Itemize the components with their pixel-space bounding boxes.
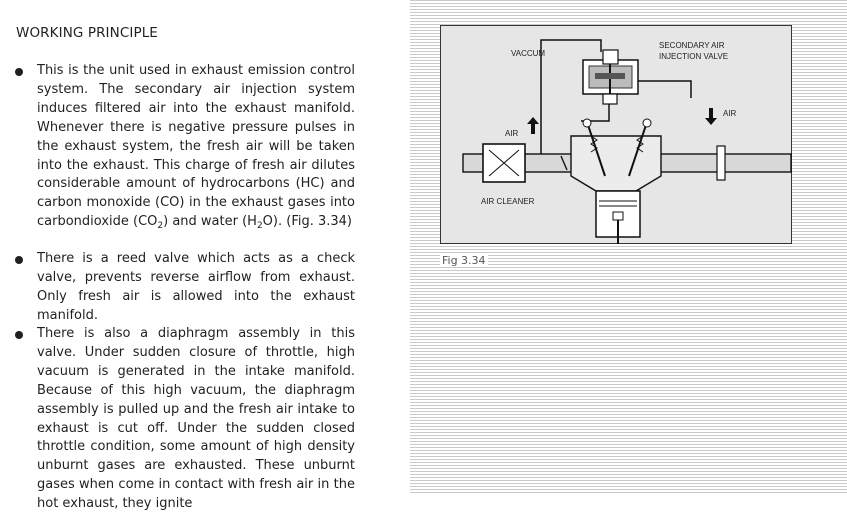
piston [596, 191, 640, 244]
label-valve-line2: INJECTION VALVE [659, 52, 729, 61]
figure-secondary-air-injection [440, 25, 792, 244]
bullet-text: There is a reed valve which acts as a check valve, prevents reverse airflow from exhaust. Only fresh air is allowed into the exhaust manifold. [37, 251, 355, 323]
air-down-arrow-icon [705, 108, 717, 125]
figure-caption: Fig 3.34 [442, 254, 486, 267]
label-air-cleaner: AIR CLEANER [481, 197, 535, 206]
air-supply-line [581, 104, 609, 121]
section-title: WORKING PRINCIPLE [16, 25, 158, 41]
secondary-air-valve [583, 50, 638, 104]
cylinder-head [571, 119, 661, 191]
text-column [0, 0, 410, 512]
engine-diagram [441, 26, 793, 245]
label-valve-line1: SECONDARY AIR [659, 41, 725, 50]
bullet-text: There is also a diaphragm assembly in this valve. Under sudden closure of throttle, high vacuum is generated in the intake manifold. Because of this high vacuum, the diaphragm assembly is pulled up and the fresh air intake to exhaust is cut off. Under the sudden closed throttle condition, some amount of high density unburnt gases are exhausted. These unburnt gases when come in contact with fresh air in the hot exhaust, they ignite [37, 326, 355, 512]
bullet-dot-icon [15, 68, 23, 76]
fresh-air-line [638, 81, 691, 98]
air-up-arrow-icon [527, 117, 539, 134]
label-air-left: AIR [505, 129, 519, 138]
bullet-dot-icon [15, 331, 23, 339]
label-air-right: AIR [723, 109, 737, 118]
bullet-dot-icon [15, 256, 23, 264]
bullet-text: This is the unit used in exhaust emission control system. The secondary air injection system induces filtered air into the exhaust manifold. Whenever there is negative pressure pulses in the exhaust system, the fresh air will be taken into the exhaust. This charge of fresh air dilutes considerable amount of hydrocarbons (HC) and carbon monoxide (CO) in the exhaust gases into carbondioxide $(CO_2)$ and water $(H_2O)$. (Fig. 3.34) [37, 63, 355, 232]
subscript: 2 [157, 221, 164, 232]
label-vaccum: VACCUM [511, 49, 546, 58]
subscript: 2 [256, 221, 263, 232]
exhaust-manifold [641, 146, 791, 180]
